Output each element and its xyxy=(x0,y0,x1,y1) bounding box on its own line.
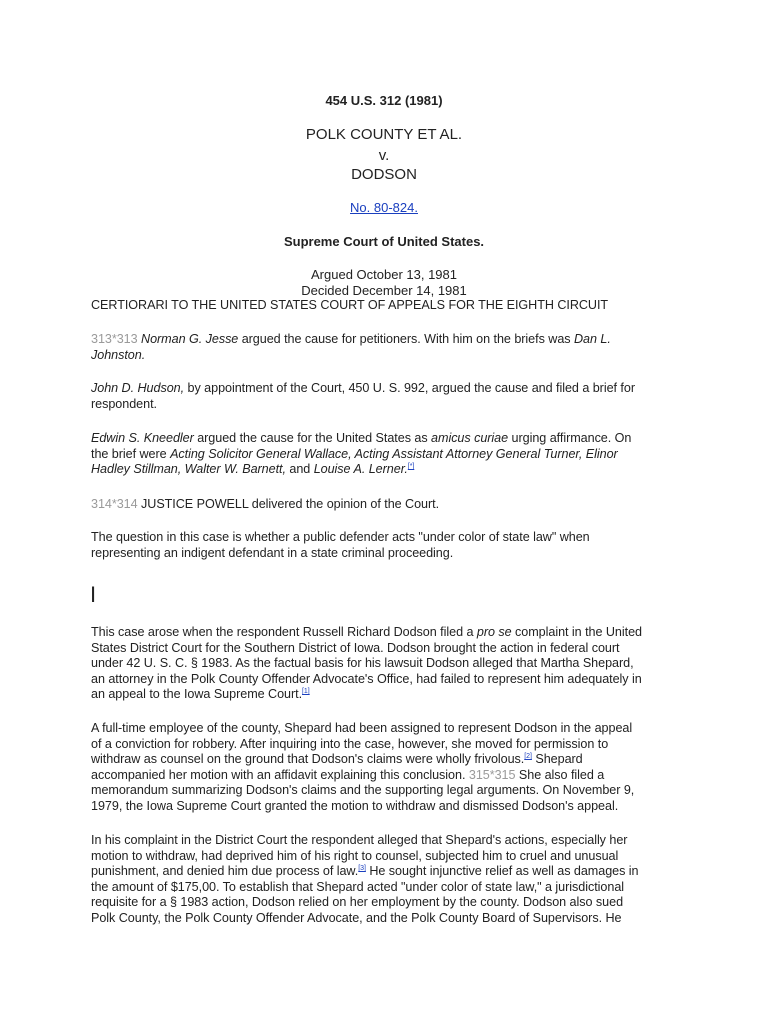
versus-label: v. xyxy=(378,147,390,164)
counsel-amicus: Edwin S. Kneedler argued the cause for the United States as amicus curiae urging affirmance. On the brief were Acting Solicitor General Wallace, Acting Assistant Attorney General Turner, Elinor Hadley Stillman, Walter W. Barnett, and Louise A. Lerner.[*] xyxy=(91,431,632,477)
attorney-name: Dan L. xyxy=(573,332,611,346)
argued-date: Argued October 13, 1981 xyxy=(311,267,457,282)
petitioner-name: POLK COUNTY ET AL. xyxy=(305,126,463,143)
page-reference-313[interactable]: 313*313 xyxy=(91,332,138,346)
attorney-name: Johnston. xyxy=(91,347,146,362)
docket-link[interactable]: No. 80-824. xyxy=(350,200,418,215)
counsel-petitioners: 313*313 Norman G. Jesse argued the cause for petitioners. With him on the briefs was Dan L. Johnston. xyxy=(91,332,611,362)
page-reference-314[interactable]: 314*314 xyxy=(91,497,138,511)
opinion-intro: 314*314 JUSTICE POWELL delivered the opinion of the Court. xyxy=(91,497,440,511)
counsel-respondent: John D. Hudson, by appointment of the Court, 450 U. S. 992, argued the cause and filed a brief for respondent. xyxy=(91,381,635,411)
attorney-name: Norman G. Jesse xyxy=(141,332,239,346)
footnote-link-2[interactable]: [2] xyxy=(524,753,532,760)
decided-date: Decided December 14, 1981 xyxy=(301,283,467,298)
footnote-link-3[interactable]: [3] xyxy=(358,865,366,872)
attorney-name: Edwin S. Kneedler xyxy=(91,431,194,445)
docket-number xyxy=(0,200,768,215)
footnote-link-1[interactable]: [1] xyxy=(302,688,310,696)
question-presented: The question in this case is whether a public defender acts "under color of state law" when representing an indigent defendant in a state criminal proceeding. xyxy=(91,530,590,560)
paragraph-complaint: In his complaint in the District Court the respondent alleged that Shepard's actions, especially her motion to withdraw, had deprived him of his right to counsel, subjected him to cruel and unusual punishment, and denied him due process of law.[3] He sought injunctive relief as well as damages in the amount of $175,00. To establish that Shepard acted "under color of state law," a jurisdictional requisite for a § 1983 action, Dodson relied on her employment by the county. Dodson also sued Polk County, the Polk County Offender Advocate, and the Polk County Board of Supervisors. He xyxy=(91,833,639,925)
case-citation: 454 U.S. 312 (1981) xyxy=(325,93,443,108)
attorney-name: John D. Hudson, xyxy=(91,381,185,395)
paragraph-shepard: A full-time employee of the county, Shepard had been assigned to represent Dodson in the appeal of a conviction for robbery. After inquiring into the case, however, she moved for permission to withdraw as counsel on the ground that Dodson's claims were wholly frivolous.[2] Shepard accompanied her motion with an affidavit explaining this conclusion. 315*315 She also filed a memorandum summarizing Dodson's claims and the supporting legal arguments. On November 9, 1979, the Iowa Supreme Court granted the motion to withdraw and dismissed Dodson's appeal. xyxy=(91,721,635,813)
respondent-name: DODSON xyxy=(351,166,417,183)
paragraph-background: This case arose when the respondent Russell Richard Dodson filed a pro se complaint in the United States District Court for the Southern District of Iowa. Dodson brought the action in federal court under 42 U. S. C. § 1983. As the factual basis for his lawsuit Dodson alleged that Martha Shepard, an attorney in the Polk County Offender Advocate's Office, had failed to represent him adequately in an appeal to the Iowa Supreme Court.[1] xyxy=(91,625,642,702)
court-name: Supreme Court of United States. xyxy=(283,234,485,249)
page-reference-315[interactable]: 315*315 xyxy=(468,767,516,782)
certiorari-line: CERTIORARI TO THE UNITED STATES COURT OF APPEALS FOR THE EIGHTH CIRCUIT xyxy=(91,298,609,312)
section-heading: I xyxy=(90,582,97,607)
footnote-link-star[interactable]: [*] xyxy=(407,463,415,470)
